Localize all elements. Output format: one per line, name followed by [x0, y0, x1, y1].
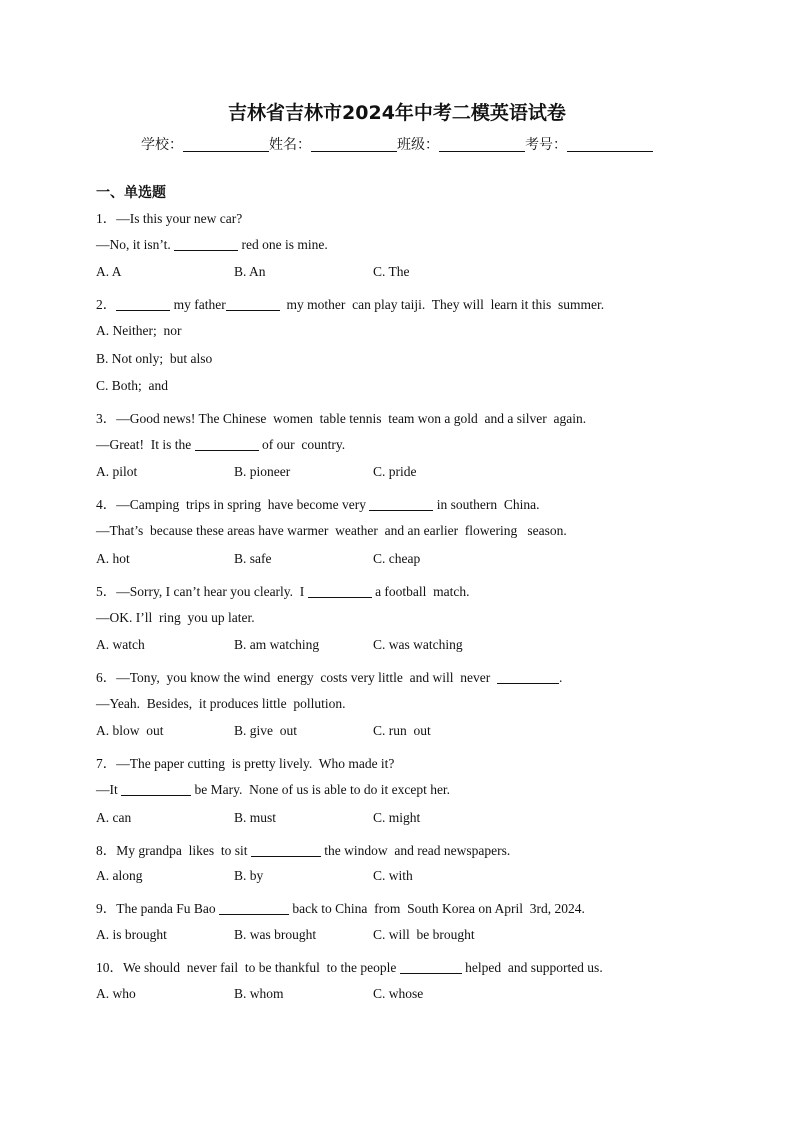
class-blank[interactable]: [439, 137, 525, 152]
q1-text-pre: —No, it isn’t.: [96, 237, 175, 252]
answer-blank[interactable]: [121, 782, 191, 796]
option-c[interactable]: C. Both; and: [96, 378, 169, 393]
option-a[interactable]: A. who: [96, 986, 136, 1001]
question-6-line2: —Yeah. Besides, it produces little pollution.: [96, 696, 346, 711]
question-5-line2: —OK. I’ll ring you up later.: [96, 610, 255, 625]
question-4-stem: [96, 493, 539, 513]
question-6-stem: [96, 666, 562, 686]
option-c[interactable]: C. cheap: [373, 551, 421, 566]
q2-num: 2．: [96, 297, 117, 312]
number-blank[interactable]: [567, 137, 653, 152]
option-a[interactable]: A. is brought: [96, 927, 167, 942]
question-5-stem: [96, 580, 470, 600]
option-a[interactable]: A. can: [96, 810, 132, 825]
question-3-stem: 3．—Good news! The Chinese women table tennis team won a gold and a silver again.: [96, 411, 587, 426]
answer-blank[interactable]: [116, 297, 170, 311]
option-c[interactable]: C. The: [373, 264, 410, 279]
question-4-line2: —That’s because these areas have warmer weather and an earlier flowering season.: [96, 523, 567, 538]
option-b[interactable]: B. pioneer: [234, 464, 291, 479]
answer-blank[interactable]: [400, 960, 462, 974]
q2-text-post: my mother can play taiji. They will learn it this summer.: [279, 297, 605, 312]
question-3-line2: [96, 437, 345, 453]
option-c[interactable]: C. was watching: [373, 637, 463, 652]
q8-text-post: the window and read newspapers.: [320, 843, 511, 858]
option-b[interactable]: B. must: [234, 810, 277, 825]
question-2-stem: [96, 293, 604, 313]
option-b[interactable]: B. was brought: [234, 927, 317, 942]
question-8-stem: [96, 839, 510, 859]
option-a[interactable]: A. A: [96, 264, 122, 279]
option-c[interactable]: C. pride: [373, 464, 417, 479]
q8-text-pre: 8．My grandpa likes to sit: [96, 843, 251, 858]
option-c[interactable]: C. might: [373, 810, 421, 825]
q3-text-pre: —Great! It is the: [96, 437, 195, 452]
exam-title: 吉林省吉林市2024年中考二模英语试卷: [228, 102, 566, 124]
question-7-stem: 7．—The paper cutting is pretty lively. Who made it?: [96, 756, 395, 771]
option-a[interactable]: A. watch: [96, 637, 145, 652]
q10-text-pre: 10．We should never fail to be thankful to the people: [96, 960, 400, 975]
q2-text-mid: my father: [170, 297, 226, 312]
option-a[interactable]: A. pilot: [96, 464, 138, 479]
q6-text-pre: 6．—Tony, you know the wind energy costs very little and will never: [96, 670, 497, 685]
q4-text-pre: 4．—Camping trips in spring have become very: [96, 497, 370, 512]
q5-text-post: a football match.: [371, 584, 470, 599]
question-1-line2: [96, 237, 328, 253]
option-a[interactable]: A. blow out: [96, 723, 164, 738]
option-b[interactable]: B. by: [234, 868, 264, 883]
q6-text-post: .: [559, 670, 563, 685]
option-b[interactable]: B. safe: [234, 551, 272, 566]
answer-blank[interactable]: [195, 437, 259, 451]
q5-text-pre: 5．—Sorry, I can’t hear you clearly. I: [96, 584, 308, 599]
option-b[interactable]: B. Not only; but also: [96, 351, 213, 366]
option-b[interactable]: B. An: [234, 264, 266, 279]
option-a[interactable]: A. hot: [96, 551, 130, 566]
option-b[interactable]: B. whom: [234, 986, 284, 1001]
answer-blank[interactable]: [219, 901, 289, 915]
question-1-stem: 1．—Is this your new car?: [96, 211, 243, 226]
option-a[interactable]: A. along: [96, 868, 143, 883]
q7-text-post: be Mary. None of us is able to do it except her.: [191, 782, 451, 797]
option-b[interactable]: B. give out: [234, 723, 297, 738]
option-c[interactable]: C. with: [373, 868, 413, 883]
q3-text-post: of our country.: [258, 437, 346, 452]
option-c[interactable]: C. whose: [373, 986, 424, 1001]
name-blank[interactable]: [311, 137, 397, 152]
answer-blank[interactable]: [369, 497, 433, 511]
option-a[interactable]: A. Neither; nor: [96, 323, 182, 338]
student-info-row: [0, 134, 794, 154]
q7-text-pre: —It: [96, 782, 122, 797]
question-10-stem: [96, 956, 603, 976]
q10-text-post: helped and supported us.: [461, 960, 603, 975]
answer-blank[interactable]: [251, 843, 321, 857]
answer-blank[interactable]: [226, 297, 280, 311]
answer-blank[interactable]: [308, 584, 372, 598]
q9-text-pre: 9．The panda Fu Bao: [96, 901, 219, 916]
number-label: 考号：: [525, 137, 567, 153]
q1-text-post: red one is mine.: [238, 237, 328, 252]
option-c[interactable]: C. run out: [373, 723, 431, 738]
school-label: 学校：: [141, 137, 183, 153]
question-7-line2: [96, 782, 450, 798]
section-heading: 一、单选题: [96, 185, 166, 201]
option-b[interactable]: B. am watching: [234, 637, 320, 652]
question-9-stem: [96, 897, 585, 917]
answer-blank[interactable]: [497, 670, 559, 684]
name-label: 姓名：: [269, 137, 311, 153]
school-blank[interactable]: [183, 137, 269, 152]
q4-text-post: in southern China.: [433, 497, 540, 512]
answer-blank[interactable]: [174, 237, 238, 251]
q9-text-post: back to China from South Korea on April 3rd, 2024.: [288, 901, 585, 916]
option-c[interactable]: C. will be brought: [373, 927, 475, 942]
class-label: 班级：: [397, 137, 439, 153]
